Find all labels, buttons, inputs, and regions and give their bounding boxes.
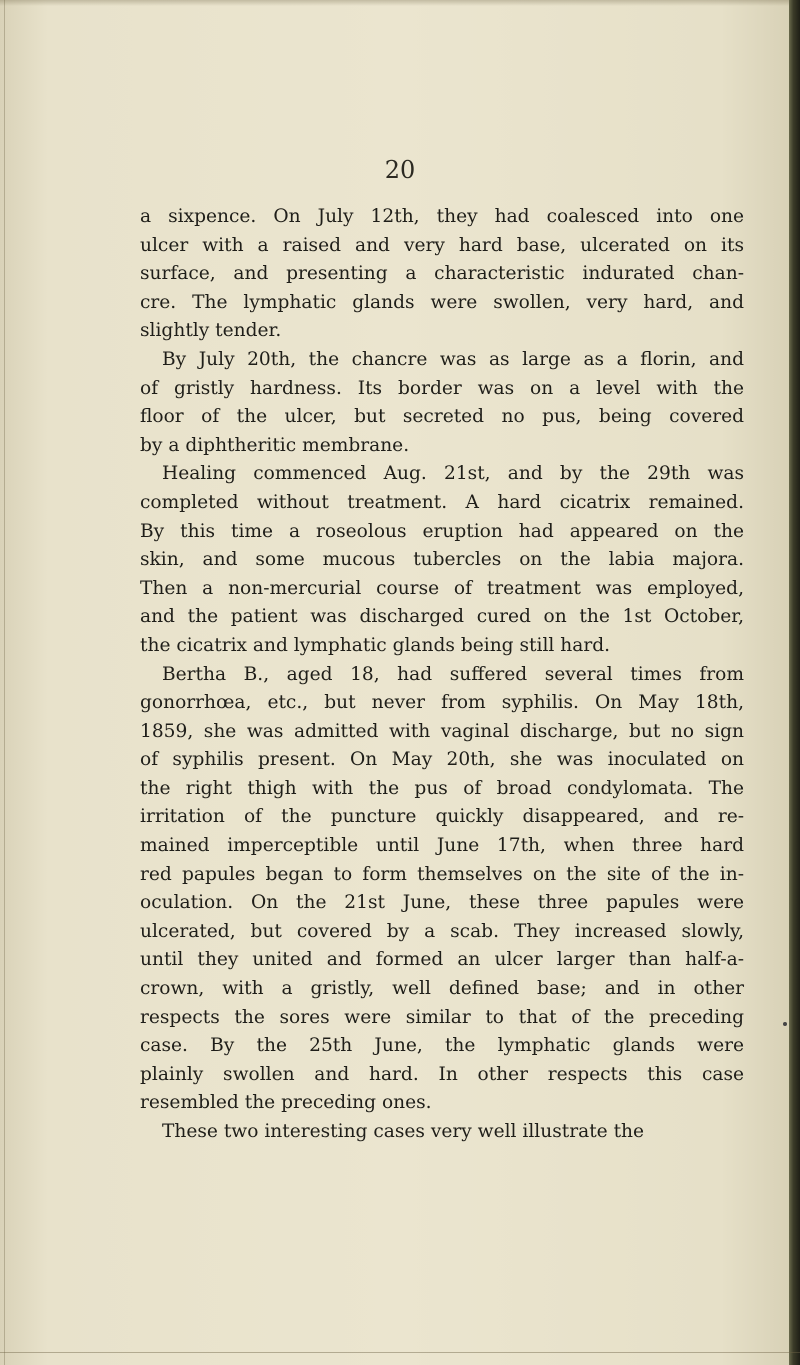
text-line: and the patient was discharged cured on the 1st October, xyxy=(140,606,744,628)
top-edge-shadow xyxy=(0,0,800,6)
text-line: By July 20th, the chancre was as large as a florin, and xyxy=(162,348,744,370)
text-line: a sixpence. On July 12th, they had coalesced into one xyxy=(140,206,744,227)
text-line: mained imperceptible until June 17th, when three hard xyxy=(140,835,744,857)
text-line: by a diphtheritic membrane. xyxy=(140,434,410,456)
margin-speck xyxy=(783,1022,787,1026)
text-line: gonorrhœa, etc., but never from syphilis. On May 18th, xyxy=(140,692,744,714)
text-line: slightly tender. xyxy=(140,320,282,342)
text-line: ulcerated, but covered by a scab. They increased slowly, xyxy=(140,920,744,942)
page-binding-edge xyxy=(789,0,800,1365)
text-line: cre. The lymphatic glands were swollen, very hard, and xyxy=(140,291,744,313)
text-line: crown, with a gristly, well defined base; and in other xyxy=(140,978,744,1000)
text-line: of gristly hardness. Its border was on a level with the xyxy=(140,377,744,399)
text-line: plainly swollen and hard. In other respects this case xyxy=(140,1063,744,1085)
text-line: until they united and formed an ulcer larger than half-a- xyxy=(140,949,744,971)
text-line: the cicatrix and lymphatic glands being still hard. xyxy=(140,634,611,656)
text-line: floor of the ulcer, but secreted no pus, being covered xyxy=(140,406,744,428)
text-line: irritation of the puncture quickly disappeared, and re- xyxy=(140,806,744,828)
text-line: 1859, she was admitted with vaginal discharge, but no sign xyxy=(140,720,744,742)
text-line: case. By the 25th June, the lymphatic glands were xyxy=(140,1035,744,1057)
left-margin-line xyxy=(4,0,5,1365)
text-line: red papules began to form themselves on the site of the in- xyxy=(140,863,744,885)
text-line: ulcer with a raised and very hard base, ulcerated on its xyxy=(140,234,744,256)
text-line: surface, and presenting a characteristic indurated chan- xyxy=(140,263,744,285)
page-number: 20 xyxy=(384,156,416,184)
text-line: skin, and some mucous tubercles on the labia majora. xyxy=(140,549,744,571)
body-text xyxy=(140,203,744,1147)
text-line: of syphilis present. On May 20th, she was inoculated on xyxy=(140,749,744,771)
text-line: By this time a roseolous eruption had appeared on the xyxy=(140,520,744,542)
text-line: Then a non-mercurial course of treatment was employed, xyxy=(140,577,744,599)
text-line: Healing commenced Aug. 21st, and by the 29th was xyxy=(162,463,744,485)
text-line: resembled the preceding ones. xyxy=(140,1092,432,1114)
text-line: Bertha B., aged 18, had suffered several times from xyxy=(162,663,744,685)
text-line: the right thigh with the pus of broad condylomata. The xyxy=(140,777,744,799)
text-line: oculation. On the 21st June, these three papules were xyxy=(140,892,744,914)
text-line: completed without treatment. A hard cicatrix remained. xyxy=(140,491,744,513)
text-line: respects the sores were similar to that of the preceding xyxy=(140,1006,744,1028)
bottom-edge-line xyxy=(0,1352,800,1353)
text-line: These two interesting cases very well illustrate the xyxy=(162,1121,645,1142)
